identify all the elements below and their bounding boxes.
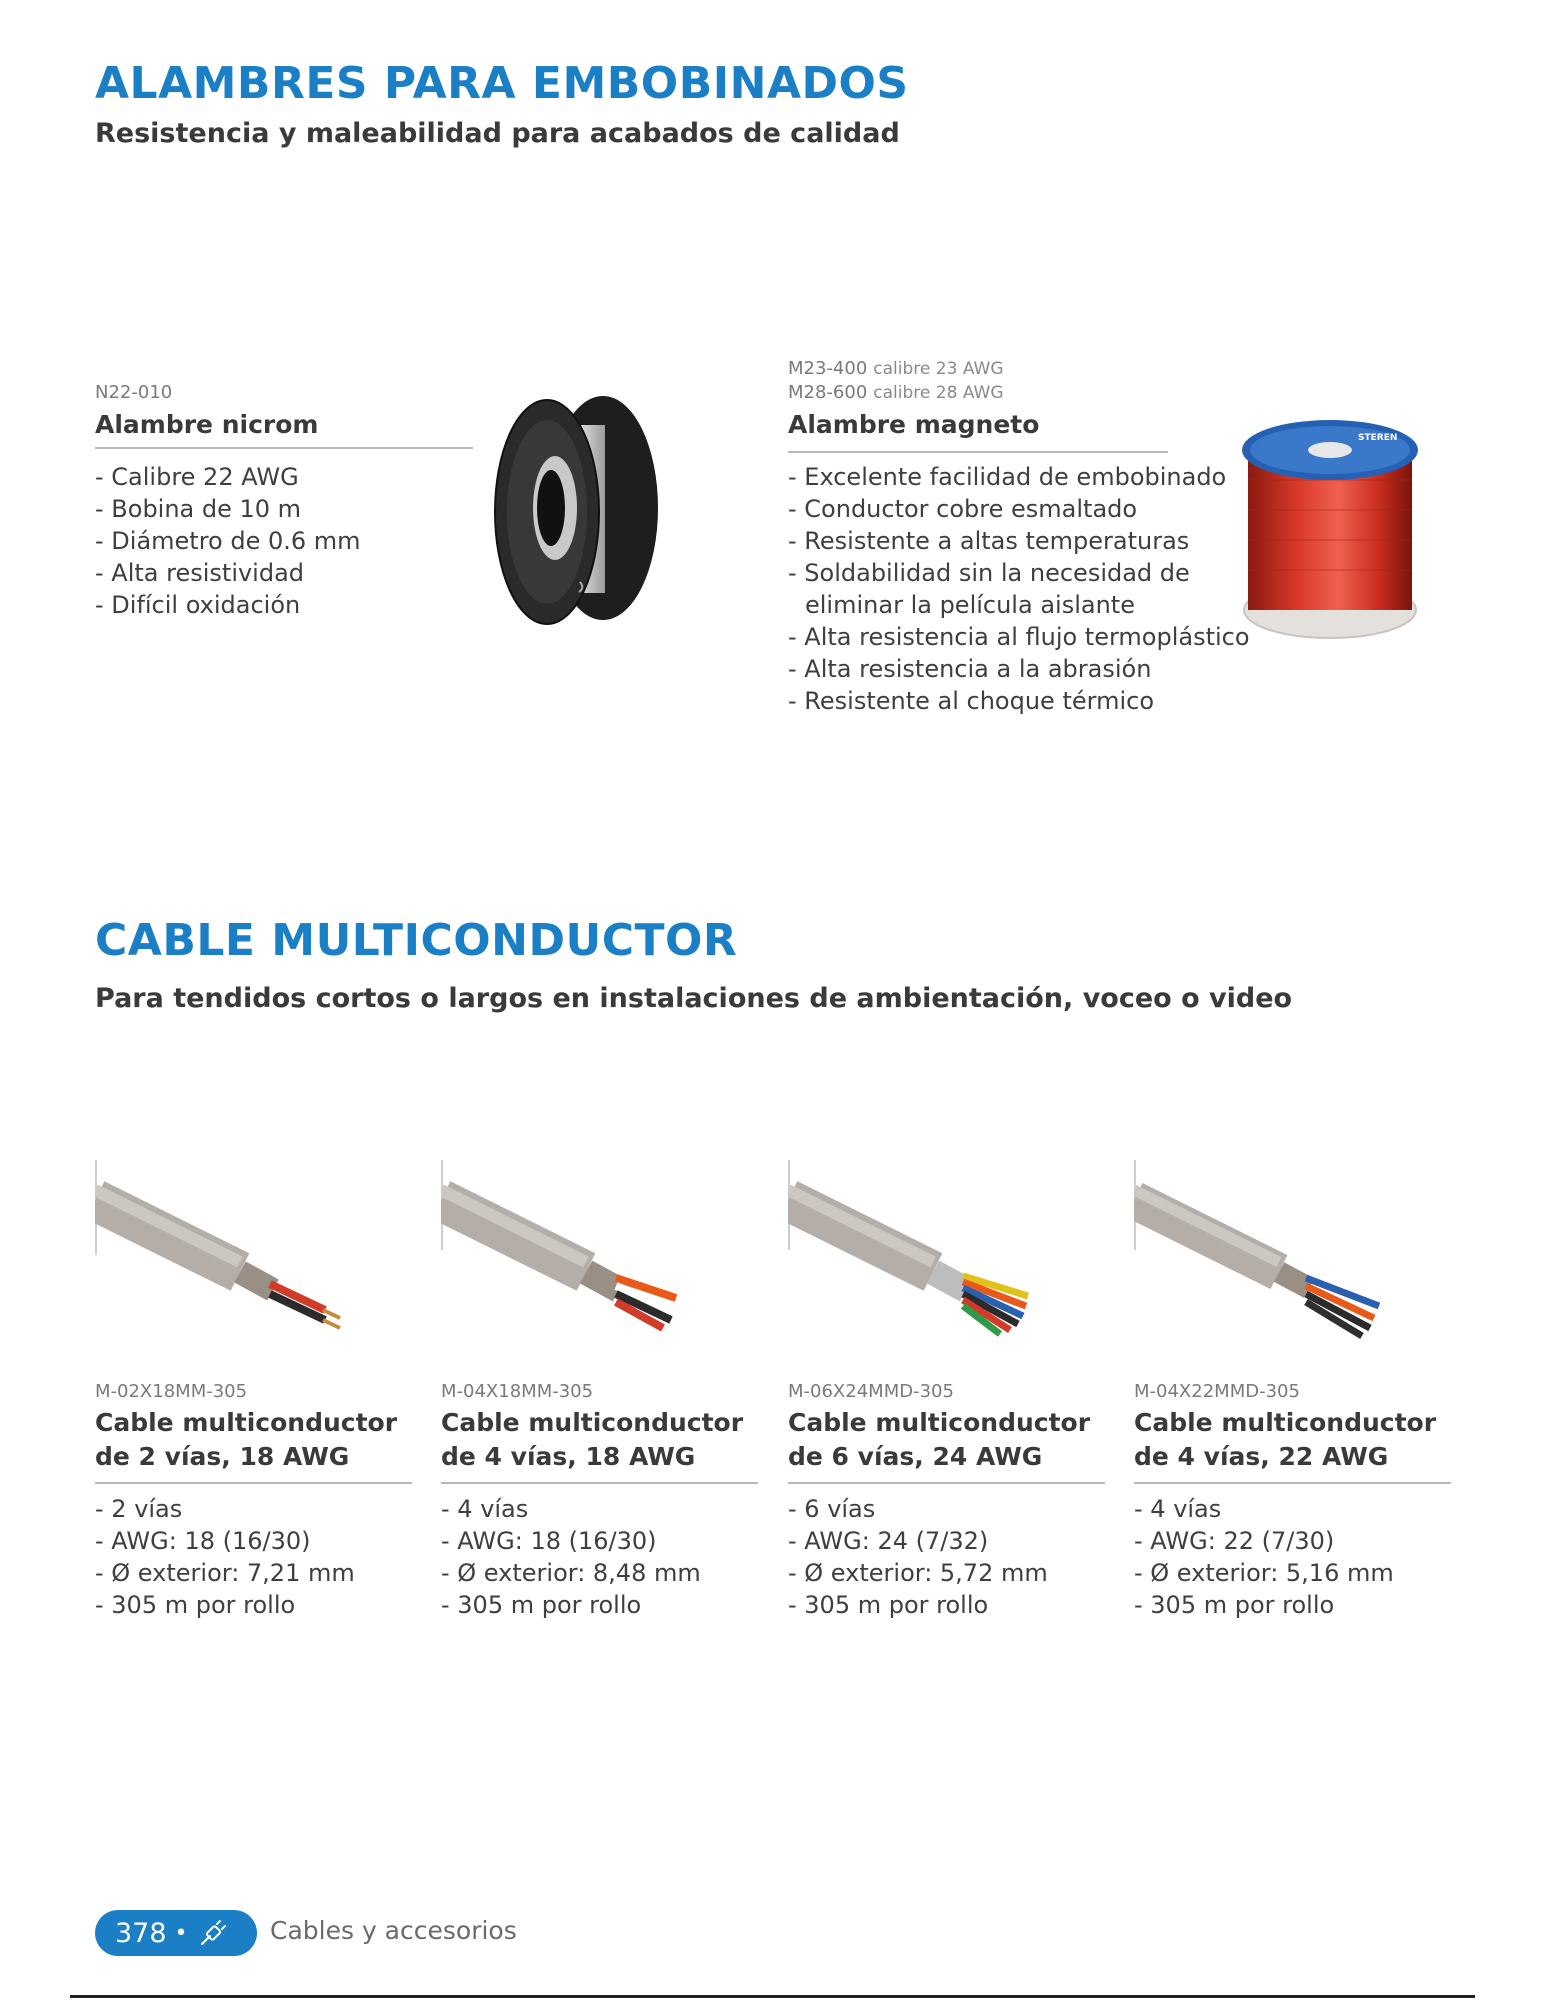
divider [95,447,473,449]
feature-item: - AWG: 18 (16/30) [441,1527,657,1555]
divider [95,1482,412,1484]
brand-logo: STEREN [1358,433,1398,443]
feature-item: - AWG: 22 (7/30) [1134,1527,1335,1555]
section-title: ALAMBRES PARA EMBOBINADOS [95,58,909,109]
divider [788,1482,1105,1484]
cable-icon [198,1918,228,1948]
cable-image [441,1160,721,1360]
product-name: Cable multiconductor [1134,1408,1437,1437]
nicrom-spool-image [485,390,665,635]
separator-dot: • [174,1920,188,1946]
feature-item: - Resistente al choque térmico [788,687,1154,715]
feature-item: eliminar la película aislante [805,591,1135,619]
feature-item: - 305 m por rollo [1134,1591,1335,1619]
product-name: de 4 vías, 18 AWG [441,1442,696,1471]
feature-item: - Ø exterior: 7,21 mm [95,1559,355,1587]
product-code: N22-010 [95,382,173,403]
product-name: Alambre magneto [788,410,1040,439]
feature-item: - AWG: 18 (16/30) [95,1527,311,1555]
feature-list [95,461,361,621]
category-label: Cables y accesorios [270,1916,517,1945]
page-number: 378 [115,1917,167,1949]
page-number-badge [95,1910,257,1956]
product-code: M-04X18MM-305 [441,1381,594,1402]
feature-item: - Alta resistencia a la abrasión [788,655,1152,683]
feature-list [788,461,1250,717]
feature-item: - Bobina de 10 m [95,495,302,523]
product-code: M28-600 calibre 28 AWG [788,382,1004,403]
feature-item: - Difícil oxidación [95,591,301,619]
product-name: de 6 vías, 24 AWG [788,1442,1043,1471]
magnet-wire-spool-image [1238,420,1423,645]
product-name: de 2 vías, 18 AWG [95,1442,350,1471]
feature-item: - Resistente a altas temperaturas [788,527,1190,555]
feature-item: - Conductor cobre esmaltado [788,495,1138,523]
product-name: Cable multiconductor [95,1408,398,1437]
feature-item: - 305 m por rollo [95,1591,296,1619]
divider [1134,1482,1451,1484]
product-code: M23-400 calibre 23 AWG [788,358,1004,379]
section-subtitle: Resistencia y maleabilidad para acabados de calidad [95,118,900,149]
feature-item: - 4 vías [1134,1495,1222,1523]
feature-item: - 6 vías [788,1495,876,1523]
page-bottom-rule [70,1995,1475,1998]
feature-item: - Excelente facilidad de embobinado [788,463,1227,491]
product-code: M-04X22MMD-305 [1134,1381,1300,1402]
feature-item: - Alta resistencia al flujo termoplástico [788,623,1250,651]
divider [441,1482,758,1484]
feature-item: - 305 m por rollo [441,1591,642,1619]
product-name: Cable multiconductor [441,1408,744,1437]
feature-list [1134,1493,1394,1621]
feature-item: - Soldabilidad sin la necesidad de [788,559,1190,587]
cable-image [1134,1160,1414,1360]
feature-item: - 4 vías [441,1495,529,1523]
section-subtitle: Para tendidos cortos o largos en instalaciones de ambientación, voceo o video [95,983,1293,1014]
feature-item: - 2 vías [95,1495,183,1523]
feature-item: - Diámetro de 0.6 mm [95,527,361,555]
feature-item: - Alta resistividad [95,559,305,587]
product-code: M-06X24MMD-305 [788,1381,954,1402]
cable-image [95,1160,375,1360]
feature-list [95,1493,355,1621]
product-name: Cable multiconductor [788,1408,1091,1437]
cable-image [788,1160,1068,1360]
product-name: Alambre nicrom [95,410,319,439]
product-code: M-02X18MM-305 [95,1381,248,1402]
section-title: CABLE MULTICONDUCTOR [95,915,738,966]
feature-item: - Ø exterior: 8,48 mm [441,1559,701,1587]
feature-item: - Ø exterior: 5,16 mm [1134,1559,1394,1587]
feature-list [441,1493,701,1621]
feature-item: - AWG: 24 (7/32) [788,1527,989,1555]
feature-list [788,1493,1048,1621]
product-name: de 4 vías, 22 AWG [1134,1442,1389,1471]
divider [788,451,1168,453]
feature-item: - Calibre 22 AWG [95,463,299,491]
feature-item: - Ø exterior: 5,72 mm [788,1559,1048,1587]
feature-item: - 305 m por rollo [788,1591,989,1619]
